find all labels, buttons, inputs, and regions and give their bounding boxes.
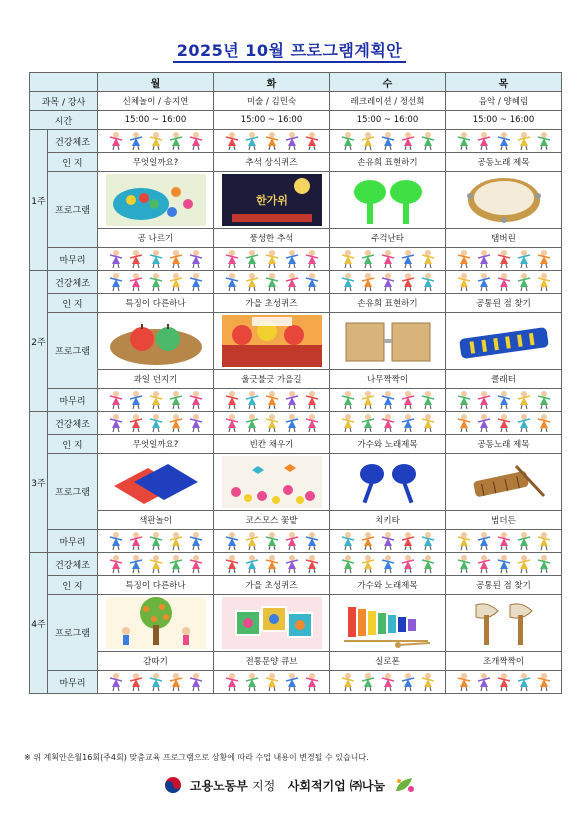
closing-figures-icon xyxy=(98,248,214,271)
corner-cell xyxy=(30,73,98,92)
program-name-cell: 공 나르기 xyxy=(98,229,214,248)
program-name-cell: 울긋불긋 가을길 xyxy=(214,370,330,389)
xylophone-icon xyxy=(330,595,446,652)
subject-cell: 레크레이션 / 정선희 xyxy=(330,92,446,111)
program-name-cell: 색판놀이 xyxy=(98,511,214,530)
program-image-row xyxy=(30,172,562,229)
autumn-road-icon xyxy=(214,313,330,370)
time-cell: 15:00 ~ 16:00 xyxy=(330,111,446,130)
footnote: ※ 위 계획안은월16회(주4회) 맞춤교육 프로그램으로 상황에 따라 수업 내용이 변경될 수 있습니다. xyxy=(24,753,369,762)
time-cell: 15:00 ~ 16:00 xyxy=(446,111,562,130)
tambourine-icon xyxy=(446,172,562,229)
warmup-figures-icon xyxy=(446,130,562,153)
program-name-cell: 범더든 xyxy=(446,511,562,530)
warmup-figures-icon xyxy=(330,412,446,435)
cognition-row xyxy=(30,576,562,595)
closing-label: 마무리 xyxy=(48,530,98,553)
closing-figures-icon xyxy=(446,389,562,412)
time-cell: 15:00 ~ 16:00 xyxy=(214,111,330,130)
week-label: 1주 xyxy=(30,130,48,271)
program-name-cell: 풍성한 추석 xyxy=(214,229,330,248)
closing-row xyxy=(30,389,562,412)
program-name-cell: 코스모스 꽃밭 xyxy=(214,511,330,530)
closing-figures-icon xyxy=(214,389,330,412)
cosmos-field-icon xyxy=(214,454,330,511)
pattern-cube-icon xyxy=(214,595,330,652)
program-image-row xyxy=(30,595,562,652)
program-name-cell: 조개짝짝이 xyxy=(446,652,562,671)
closing-figures-icon xyxy=(214,248,330,271)
cognition-cell: 공통된 점 찾기 xyxy=(446,576,562,595)
fruit-basket-icon xyxy=(98,313,214,370)
subject-cell: 음악 / 양혜림 xyxy=(446,92,562,111)
closing-label: 마무리 xyxy=(48,389,98,412)
footer xyxy=(0,776,579,797)
government-seal-icon xyxy=(164,776,182,797)
program-name-row xyxy=(30,652,562,671)
closing-figures-icon xyxy=(446,671,562,694)
program-name-cell: 과일 던지기 xyxy=(98,370,214,389)
program-name-row xyxy=(30,370,562,389)
warmup-label: 건강체조 xyxy=(48,130,98,153)
subject-cell: 신체놀이 / 송지연 xyxy=(98,92,214,111)
cognition-cell: 특징이 다른하나 xyxy=(98,576,214,595)
week-label: 3주 xyxy=(30,412,48,553)
cognition-label: 인 지 xyxy=(48,576,98,595)
shell-clapper-icon xyxy=(446,595,562,652)
warmup-figures-icon xyxy=(446,553,562,576)
warmup-figures-icon xyxy=(98,130,214,153)
time-cell: 15:00 ~ 16:00 xyxy=(98,111,214,130)
program-name-row xyxy=(30,229,562,248)
warmup-row xyxy=(30,553,562,576)
closing-figures-icon xyxy=(330,530,446,553)
closing-figures-icon xyxy=(98,671,214,694)
cognition-cell: 손유희 표현하기 xyxy=(330,153,446,172)
program-name-cell: 치키타 xyxy=(330,511,446,530)
paddle-icon xyxy=(330,172,446,229)
cognition-row xyxy=(30,294,562,313)
closing-figures-icon xyxy=(98,530,214,553)
closing-figures-icon xyxy=(330,389,446,412)
warmup-figures-icon xyxy=(214,412,330,435)
clatter-icon xyxy=(446,313,562,370)
cognition-cell: 특징이 다른하나 xyxy=(98,294,214,313)
cognition-row xyxy=(30,153,562,172)
cognition-label: 인 지 xyxy=(48,435,98,454)
subject-label: 과목 / 강사 xyxy=(30,92,98,111)
chuseok-poster-icon xyxy=(214,172,330,229)
cognition-cell: 공통된 점 찾기 xyxy=(446,294,562,313)
warmup-row xyxy=(30,412,562,435)
warmup-row xyxy=(30,271,562,294)
program-name-cell: 실로폰 xyxy=(330,652,446,671)
closing-figures-icon xyxy=(214,671,330,694)
ministry-name: 고용노동부 xyxy=(189,779,248,793)
program-label: 프로그램 xyxy=(48,454,98,530)
guiro-icon xyxy=(446,454,562,511)
cognition-cell: 공동노래 제목 xyxy=(446,153,562,172)
warmup-row xyxy=(30,130,562,153)
subject-row xyxy=(30,92,562,111)
program-name-cell: 전통문양 큐브 xyxy=(214,652,330,671)
closing-label: 마무리 xyxy=(48,248,98,271)
warmup-figures-icon xyxy=(330,553,446,576)
company-name: 사회적기업 ㈜나눔 xyxy=(287,779,386,793)
page-title-text: 2025년 10월 프로그램계획안 xyxy=(173,41,407,63)
program-label: 프로그램 xyxy=(48,595,98,671)
day-thu: 목 xyxy=(446,73,562,92)
day-tue: 화 xyxy=(214,73,330,92)
time-row xyxy=(30,111,562,130)
page-title xyxy=(0,38,579,61)
closing-row xyxy=(30,248,562,271)
closing-row xyxy=(30,530,562,553)
program-name-cell: 클래터 xyxy=(446,370,562,389)
warmup-figures-icon xyxy=(214,271,330,294)
designated-text: 지정 xyxy=(252,779,276,793)
cognition-cell: 추석 상식퀴즈 xyxy=(214,153,330,172)
warmup-figures-icon xyxy=(98,553,214,576)
closing-figures-icon xyxy=(446,248,562,271)
cognition-cell: 무엇일까요? xyxy=(98,435,214,454)
cognition-row xyxy=(30,435,562,454)
cognition-cell: 가을 초성퀴즈 xyxy=(214,294,330,313)
color-board-icon xyxy=(98,454,214,511)
company-logo-icon xyxy=(393,776,415,797)
program-image-row xyxy=(30,313,562,370)
program-name-cell: 나무짝짝이 xyxy=(330,370,446,389)
program-table xyxy=(29,72,562,694)
subject-cell: 미술 / 김민숙 xyxy=(214,92,330,111)
program-name-row xyxy=(30,511,562,530)
warmup-figures-icon xyxy=(98,271,214,294)
warmup-label: 건강체조 xyxy=(48,553,98,576)
program-name-cell: 탬버린 xyxy=(446,229,562,248)
program-label: 프로그램 xyxy=(48,172,98,248)
warmup-figures-icon xyxy=(330,130,446,153)
day-header-row xyxy=(30,73,562,92)
day-mon: 월 xyxy=(98,73,214,92)
program-label: 프로그램 xyxy=(48,313,98,389)
warmup-figures-icon xyxy=(98,412,214,435)
cognition-cell: 무엇일까요? xyxy=(98,153,214,172)
time-label: 시간 xyxy=(30,111,98,130)
cognition-cell: 손유희 표현하기 xyxy=(330,294,446,313)
ball-basket-icon xyxy=(98,172,214,229)
week-label: 2주 xyxy=(30,271,48,412)
warmup-label: 건강체조 xyxy=(48,271,98,294)
cognition-cell: 가을 초성퀴즈 xyxy=(214,576,330,595)
warmup-figures-icon xyxy=(330,271,446,294)
warmup-figures-icon xyxy=(214,130,330,153)
warmup-figures-icon xyxy=(446,412,562,435)
closing-figures-icon xyxy=(330,671,446,694)
program-name-cell: 감따기 xyxy=(98,652,214,671)
program-image-row xyxy=(30,454,562,511)
cognition-cell: 빈칸 채우기 xyxy=(214,435,330,454)
closing-label: 마무리 xyxy=(48,671,98,694)
closing-figures-icon xyxy=(98,389,214,412)
cognition-cell: 가수와 노래제목 xyxy=(330,435,446,454)
program-name-cell: 주걱난타 xyxy=(330,229,446,248)
chikita-icon xyxy=(330,454,446,511)
week-label: 4주 xyxy=(30,553,48,694)
wood-clapper-icon xyxy=(330,313,446,370)
warmup-figures-icon xyxy=(446,271,562,294)
svg-text:한가위: 한가위 xyxy=(255,194,288,207)
cognition-cell: 공동노래 제목 xyxy=(446,435,562,454)
cognition-label: 인 지 xyxy=(48,153,98,172)
closing-figures-icon xyxy=(446,530,562,553)
closing-figures-icon xyxy=(214,530,330,553)
warmup-figures-icon xyxy=(214,553,330,576)
closing-row xyxy=(30,671,562,694)
cognition-label: 인 지 xyxy=(48,294,98,313)
day-wed: 수 xyxy=(330,73,446,92)
persimmon-tree-icon xyxy=(98,595,214,652)
closing-figures-icon xyxy=(330,248,446,271)
warmup-label: 건강체조 xyxy=(48,412,98,435)
cognition-cell: 가수와 노래제목 xyxy=(330,576,446,595)
